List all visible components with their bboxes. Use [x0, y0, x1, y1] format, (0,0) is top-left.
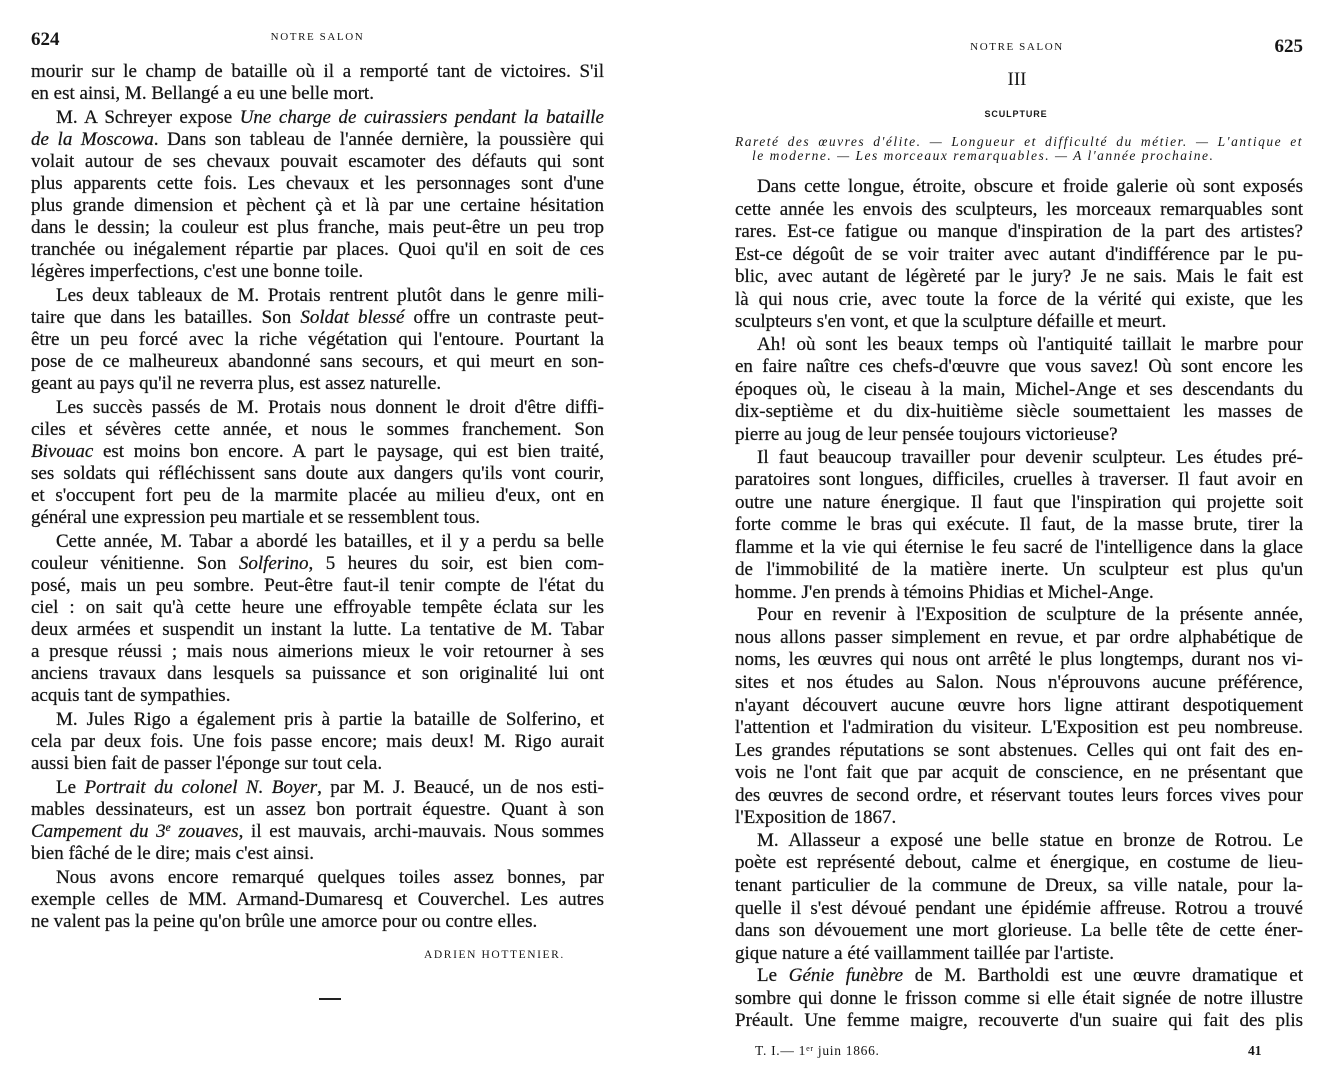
text-line — [31, 641, 604, 663]
text-line — [735, 965, 1303, 988]
text-run: Cette année, M. Tabar a abordé les batailles, et il y a perdu sa belle — [56, 531, 604, 552]
text-run: sites et nos études au Salon. Nous n'éprouvons aucune préférence, — [735, 672, 1303, 694]
text-run: Dans cette longue, étroite, obscure et froide galerie où sont exposés — [757, 176, 1303, 197]
text-line — [31, 261, 604, 283]
text-line — [31, 463, 604, 485]
text-line — [735, 266, 1303, 289]
body-text — [31, 61, 604, 933]
text-run: , par M. J. Beaucé, un de nos esti- — [317, 777, 604, 798]
text-line — [31, 575, 604, 597]
text-line — [735, 334, 1303, 357]
text-line — [31, 889, 604, 911]
text-line — [735, 492, 1303, 515]
text-run: posé, mais un peu sombre. Peut-être faut-il tenir compte de l'état du — [31, 575, 604, 596]
text-run: l'Exposition de 1867. — [735, 807, 897, 829]
text-line — [31, 777, 604, 799]
text-line — [735, 604, 1303, 627]
italic-title: Génie funèbre — [788, 965, 904, 987]
text-run: juin 1866. — [813, 1043, 880, 1058]
text-run: paratoires sont longues, difficiles, cruelles à traverser. Il faut avoir en — [735, 469, 1303, 491]
paragraph — [31, 107, 604, 283]
paragraph — [735, 334, 1303, 447]
text-run: geant au pays qu'il ne reverra plus, est assez naturelle. — [31, 373, 442, 394]
text-run: homme. J'en prends à témoins Phidias et Michel-Ange. — [735, 581, 1154, 603]
paragraph — [735, 830, 1303, 965]
end-rule — [319, 998, 341, 1000]
text-line — [31, 911, 604, 933]
text-run: Le — [56, 777, 85, 798]
page-number: 625 — [1274, 36, 1303, 57]
text-run: Nous avons encore remarqué quelques toiles assez bonnes, par — [56, 867, 604, 888]
text-line — [735, 289, 1303, 312]
text-line — [735, 311, 1303, 334]
text-run: vois ne l'ont fait que par acquit de conscience, en ne présentant que — [735, 762, 1303, 784]
left-page — [31, 0, 604, 1087]
text-run: anciens travaux dans lesquels sa puissance et son originalité lui ont — [31, 663, 604, 684]
text-line — [31, 217, 604, 239]
text-line — [735, 943, 1303, 966]
text-run: général une expression peu martiale et se ressemblent tous. — [31, 507, 480, 528]
text-line — [735, 852, 1303, 875]
text-run: sculpteurs s'en vont, et que la sculpture défaille et meurt. — [735, 311, 1167, 333]
superscript-text: er — [806, 1043, 814, 1053]
text-run: Il faut beaucoup travailler pour devenir sculpteur. Les études pré- — [757, 446, 1303, 468]
section-number: III — [1007, 69, 1027, 90]
text-line — [31, 441, 604, 463]
right-page — [735, 0, 1303, 1087]
text-line — [31, 619, 604, 641]
text-line — [735, 176, 1303, 199]
text-line — [735, 762, 1303, 785]
text-run: tenant particulier de la commune de Dreux, sa ville natale, pour la- — [735, 874, 1303, 896]
text-run: rares. Est-ce fatigue ou manque d'inspiration de la part des artistes? — [735, 221, 1303, 243]
text-run: nous allons passer simplement en revue, et par ordre alphabétique de — [735, 626, 1303, 648]
text-run: gique nature a été vaillamment taillée par l'artiste. — [735, 942, 1115, 964]
text-line — [735, 537, 1303, 560]
text-run: Le — [757, 965, 789, 987]
paragraph — [31, 709, 604, 775]
text-line — [31, 107, 604, 129]
text-run: acquis tant de sympathies. — [31, 685, 231, 706]
text-run: plus grande dimension et pèchent çà et là par une certaine hésitation — [31, 195, 604, 216]
page-number: 624 — [31, 29, 60, 50]
italic-title: Portrait du colonel N. Boyer — [84, 777, 318, 798]
text-line — [735, 199, 1303, 222]
text-run: bien fâché de le dire; mais c'est ainsi. — [31, 843, 315, 864]
text-run: volait autour de ses chevaux pouvait escamoter des défauts qui sont — [31, 151, 604, 172]
issue-line — [755, 1044, 880, 1058]
paragraph — [31, 777, 604, 865]
text-run: de l'immobilité de la matière inerte. Un sculpteur est plus qu'un — [735, 559, 1303, 581]
paragraph — [735, 604, 1303, 829]
paragraph — [31, 867, 604, 933]
text-run: flamme et la vie qui éternise le feu sacré de l'intelligence dans la glace — [735, 536, 1303, 558]
text-run: des œuvres de second ordre, et réservant toutes leurs forces vives pour — [735, 784, 1303, 806]
text-run: Ah! où sont les beaux temps où l'antiquité taillait le marbre pour — [757, 333, 1303, 355]
text-run: ciles et sévères cette année, et nous le sommes franchement. Son — [31, 419, 604, 440]
text-line — [31, 731, 604, 753]
text-line — [31, 507, 604, 529]
text-run: de M. Bartholdi est une œuvre dramatique et — [903, 965, 1303, 987]
text-run: outre une nature énergique. Il faut que l'inspiration qui projette soit — [735, 491, 1303, 513]
text-run: là qui nous crie, avec toute la force de la vérité qui existe, que les — [735, 288, 1303, 310]
text-run: ne valent pas la peine qu'on brûle une amorce pour ou contre elles. — [31, 911, 538, 932]
text-run: dans son dévouement une mort glorieuse. La belle tête de cette éner- — [735, 920, 1303, 942]
paragraph — [31, 285, 604, 395]
text-line — [31, 151, 604, 173]
text-line — [31, 195, 604, 217]
text-line — [735, 401, 1303, 424]
italic-title: zouaves — [170, 821, 239, 842]
italic-title: Une charge de cuirassiers pendant la bataille — [239, 107, 604, 128]
text-line — [31, 843, 604, 865]
text-run: M. Jules Rigo a également pris à partie la bataille de Solferino, et — [56, 709, 604, 730]
text-run: mables dessinateurs, est un assez bon portrait équestre. Quant à son — [31, 799, 604, 820]
text-line — [31, 485, 604, 507]
text-run: Préault. Une femme maigre, recouverte d'un suaire qui fait des plis — [735, 1010, 1303, 1032]
italic-title: Solferino — [238, 553, 309, 574]
text-line — [735, 356, 1303, 379]
text-line — [735, 514, 1303, 537]
paragraph — [735, 176, 1303, 334]
text-run: ses soldats qui réfléchissent sans doute aux dangers qu'ils vont courir, — [31, 463, 604, 484]
italic-title: Campement du 3 — [31, 821, 166, 842]
text-line — [735, 920, 1303, 943]
text-run: dans le dessin; la couleur est plus franche, mais peut-être un peu trop — [31, 217, 604, 238]
text-line — [31, 83, 604, 105]
text-run: quelle il s'est dévoué pendant une épidémie affreuse. Rotrou a trouvé — [735, 897, 1303, 919]
text-run: . Dans son tableau de l'année dernière, la poussière qui — [153, 129, 604, 150]
text-line — [31, 867, 604, 889]
text-line — [735, 379, 1303, 402]
text-line — [31, 373, 604, 395]
summary-line: le moderne. — Les morceaux remarquables. — A l'année prochaine. — [752, 148, 1215, 163]
text-line — [735, 875, 1303, 898]
text-line — [31, 531, 604, 553]
text-line — [31, 351, 604, 373]
text-line — [31, 285, 604, 307]
text-line — [31, 799, 604, 821]
italic-title: Soldat blessé — [300, 307, 405, 328]
text-run: sombre qui donne le frisson comme si elle était signée de notre illustre — [735, 987, 1303, 1009]
text-run: tranchée ou inégalement répartie par places. Quoi qu'il en soit de ces — [31, 239, 604, 260]
text-run: légères imperfections, c'est une bonne toile. — [31, 261, 364, 282]
text-line — [735, 672, 1303, 695]
text-line — [31, 821, 604, 843]
superscript-text: e — [165, 822, 171, 835]
text-run: Est-ce dégoût de se voir traiter avec autant d'indifférence par le pu- — [735, 243, 1303, 265]
text-run: époques où, le ciseau à la main, Michel-Ange et ses descendants du — [735, 378, 1303, 400]
text-run: , il est mauvais, archi-mauvais. Nous sommes — [238, 821, 604, 842]
text-run: a presque réussi ; mais nous aimerions mieux le voir retourner à ses — [31, 641, 604, 662]
paragraph — [735, 965, 1303, 1033]
text-line — [31, 173, 604, 195]
text-run: exemple celles de MM. Armand-Dumaresq et Couverchel. Les autres — [31, 889, 604, 910]
text-run: Pour en revenir à l'Exposition de sculpture de la présente année, — [757, 604, 1303, 626]
text-line — [735, 469, 1303, 492]
text-line — [735, 1010, 1303, 1033]
text-line — [735, 785, 1303, 808]
text-line — [735, 740, 1303, 763]
text-run: Les deux tableaux de M. Protais rentrent plutôt dans le genre mili- — [56, 285, 604, 306]
text-run: T. I.— 1 — [755, 1043, 807, 1058]
text-run: couleur vénitienne. Son — [31, 553, 239, 574]
text-run: en est ainsi, M. Bellangé a eu une belle mort. — [31, 83, 374, 104]
text-line — [735, 649, 1303, 672]
text-line — [735, 695, 1303, 718]
text-line — [735, 717, 1303, 740]
text-run: pose de ce malheureux abandonné sans secours, et qui meurt en son- — [31, 351, 604, 372]
text-line — [31, 397, 604, 419]
paragraph — [31, 61, 604, 105]
text-run: , 5 heures du soir, est bien com- — [308, 553, 604, 574]
italic-title: Bivouac — [31, 441, 94, 462]
text-run: n'ayant découvert aucune œuvre hors ligne attirant despotiquement — [735, 694, 1303, 716]
text-line — [735, 807, 1303, 830]
text-run: en faire naître ces chefs-d'œuvre que vous savez! Où sont encore les — [735, 356, 1303, 378]
text-run: aussi bien fait de passer l'éponge sur tout cela. — [31, 753, 383, 774]
text-run: mourir sur le champ de bataille où il a remporté tant de victoires. S'il — [31, 61, 604, 82]
text-run: offre un contraste peut- — [404, 307, 604, 328]
text-line — [735, 898, 1303, 921]
text-line — [31, 329, 604, 351]
paragraph — [31, 531, 604, 707]
text-line — [31, 709, 604, 731]
running-head: NOTRE SALON — [270, 31, 365, 43]
section-summary — [735, 135, 1303, 163]
text-run: noms, les œuvres qui nous ont arrêté le plus longtemps, durant nos vi- — [735, 649, 1303, 671]
body-text — [735, 176, 1303, 1033]
text-line — [31, 553, 604, 575]
text-line — [735, 582, 1303, 605]
text-run: l'attention et l'admiration du visiteur. L'Exposition est peu nombreuse. — [735, 717, 1303, 739]
text-run: et s'occupent fort peu de la marmite placée au milieu d'eux, ont en — [31, 485, 604, 506]
text-run: dix-septième et du dix-huitième siècle soumettaient les masses de — [735, 401, 1303, 423]
text-run: poète est représenté debout, calme et énergique, en costume de lieu- — [735, 852, 1303, 874]
text-run: taire que dans les batailles. Son — [31, 307, 301, 328]
text-line — [31, 753, 604, 775]
text-line — [735, 424, 1303, 447]
text-run: cela par deux fois. Une fois passe encore; mais deux! M. Rigo aurait — [31, 731, 604, 752]
text-line — [31, 663, 604, 685]
text-run: être un peu forcé avec la riche végétation qui l'entoure. Pourtant la — [31, 329, 604, 350]
italic-title: de la Moscowa — [31, 129, 154, 150]
text-run: blic, avec autant de légèreté par le jury? Je ne sais. Mais le fait est — [735, 266, 1303, 288]
signature-mark: 41 — [1248, 1043, 1262, 1058]
text-line — [735, 244, 1303, 267]
text-line — [31, 129, 604, 151]
text-run: cette année les envois des sculpteurs, les morceaux remarquables sont — [735, 198, 1303, 220]
text-run: plus apparents cette fois. Les chevaux et les personnages sont d'une — [31, 173, 604, 194]
text-line — [735, 221, 1303, 244]
text-run: forte comme le bras qui exécute. Il faut, de la masse brute, tirer la — [735, 514, 1303, 536]
text-line — [735, 988, 1303, 1011]
text-run: M. A Schreyer expose — [56, 107, 240, 128]
text-line — [31, 61, 604, 83]
running-head: NOTRE SALON — [970, 41, 1064, 53]
text-line — [735, 559, 1303, 582]
text-run: M. Allasseur a exposé une belle statue en bronze de Rotrou. Le — [757, 829, 1303, 851]
text-line — [31, 597, 604, 619]
text-line — [31, 307, 604, 329]
text-run: Les succès passés de M. Protais nous donnent le droit d'être diffi- — [56, 397, 604, 418]
author-signature: ADRIEN HOTTENIER. — [424, 949, 565, 961]
text-run: Les grandes réputations se sont abstenues. Celles qui ont fait des en- — [735, 739, 1303, 761]
section-title: SCULPTURE — [984, 109, 1048, 119]
text-run: est moins bon encore. A part le paysage, qui est bien traité, — [93, 441, 604, 462]
text-line — [31, 685, 604, 707]
text-run: ciel : on sait qu'à cette heure une effroyable tempête éclata sur les — [31, 597, 604, 618]
text-line — [31, 419, 604, 441]
paragraph — [735, 447, 1303, 605]
paragraph — [31, 397, 604, 529]
text-run: pierre au joug de leur pensée toujours victorieuse? — [735, 424, 1118, 446]
summary-line: Rareté des œuvres d'élite. — Longueur et difficulté du métier. — L'antique et — [735, 134, 1303, 149]
text-line — [735, 627, 1303, 650]
text-line — [735, 830, 1303, 853]
text-line — [31, 239, 604, 261]
text-line — [735, 447, 1303, 470]
text-run: deux armées et suspendit un instant la lutte. La tentative de M. Tabar — [31, 619, 604, 640]
